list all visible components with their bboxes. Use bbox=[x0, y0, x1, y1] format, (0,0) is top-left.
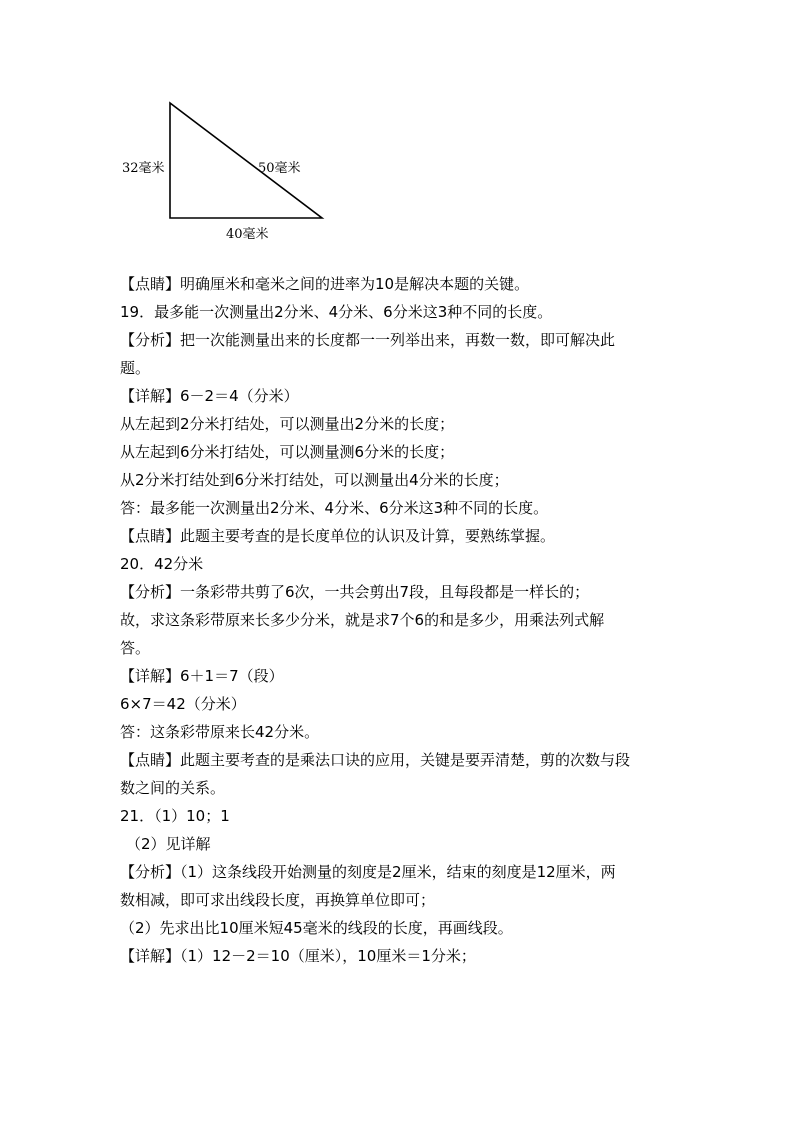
text-line: 【分析】把一次能测量出来的长度都一一列举出来，再数一数，即可解决此 bbox=[120, 331, 616, 349]
text-line: 数之间的关系。 bbox=[120, 779, 226, 797]
text-line: 【详解】6－2＝4（分米） bbox=[120, 387, 299, 405]
left-side-label: 32毫米 bbox=[122, 161, 165, 176]
text-line: 【点睛】明确厘米和毫米之间的进率为10是解决本题的关键。 bbox=[120, 275, 530, 293]
text-line: 【点睛】此题主要考查的是乘法口诀的应用，关键是要弄清楚，剪的次数与段 bbox=[120, 751, 631, 769]
text-line: 数相减，即可求出线段长度，再换算单位即可； bbox=[120, 891, 436, 909]
triangle-figure bbox=[110, 95, 350, 245]
text-line: （2）见详解 bbox=[126, 835, 211, 853]
question-20-answer: 20．42分米 bbox=[120, 555, 204, 573]
text-line: 答：最多能一次测量出2分米、4分米、6分米这3种不同的长度。 bbox=[120, 499, 549, 517]
question-21-answer: 21．（1）10；1 bbox=[120, 807, 230, 825]
text-line: 从左起到6分米打结处，可以测量测6分米的长度； bbox=[120, 443, 455, 461]
text-line: 题。 bbox=[120, 359, 151, 377]
text-line: 答。 bbox=[120, 639, 151, 657]
text-line: 【点睛】此题主要考查的是长度单位的认识及计算，要熟练掌握。 bbox=[120, 527, 556, 545]
text-line: 【详解】（1）12－2＝10（厘米），10厘米＝1分米； bbox=[120, 947, 476, 965]
text-line: 故，求这条彩带原来长多少分米，就是求7个6的和是多少，用乘法列式解 bbox=[120, 611, 605, 629]
question-19-answer: 19．最多能一次测量出2分米、4分米、6分米这3种不同的长度。 bbox=[120, 303, 553, 321]
text-line: 【详解】6＋1＝7（段） bbox=[120, 667, 284, 685]
hypotenuse-label: 50毫米 bbox=[258, 161, 301, 176]
solution-text bbox=[120, 270, 680, 970]
text-line: 【分析】（1）这条线段开始测量的刻度是2厘米，结束的刻度是12厘米，两 bbox=[120, 863, 616, 881]
text-line: 从2分米打结处到6分米打结处，可以测量出4分米的长度； bbox=[120, 471, 509, 489]
bottom-side-label: 40毫米 bbox=[226, 227, 269, 242]
text-line: （2）先求出比10厘米短45毫米的线段的长度，再画线段。 bbox=[120, 919, 513, 937]
text-line: 从左起到2分米打结处，可以测量出2分米的长度； bbox=[120, 415, 455, 433]
text-line: 6×7＝42（分米） bbox=[120, 695, 246, 713]
text-line: 答：这条彩带原来长42分米。 bbox=[120, 723, 320, 741]
text-line: 【分析】一条彩带共剪了6次，一共会剪出7段，且每段都是一样长的； bbox=[120, 583, 590, 601]
